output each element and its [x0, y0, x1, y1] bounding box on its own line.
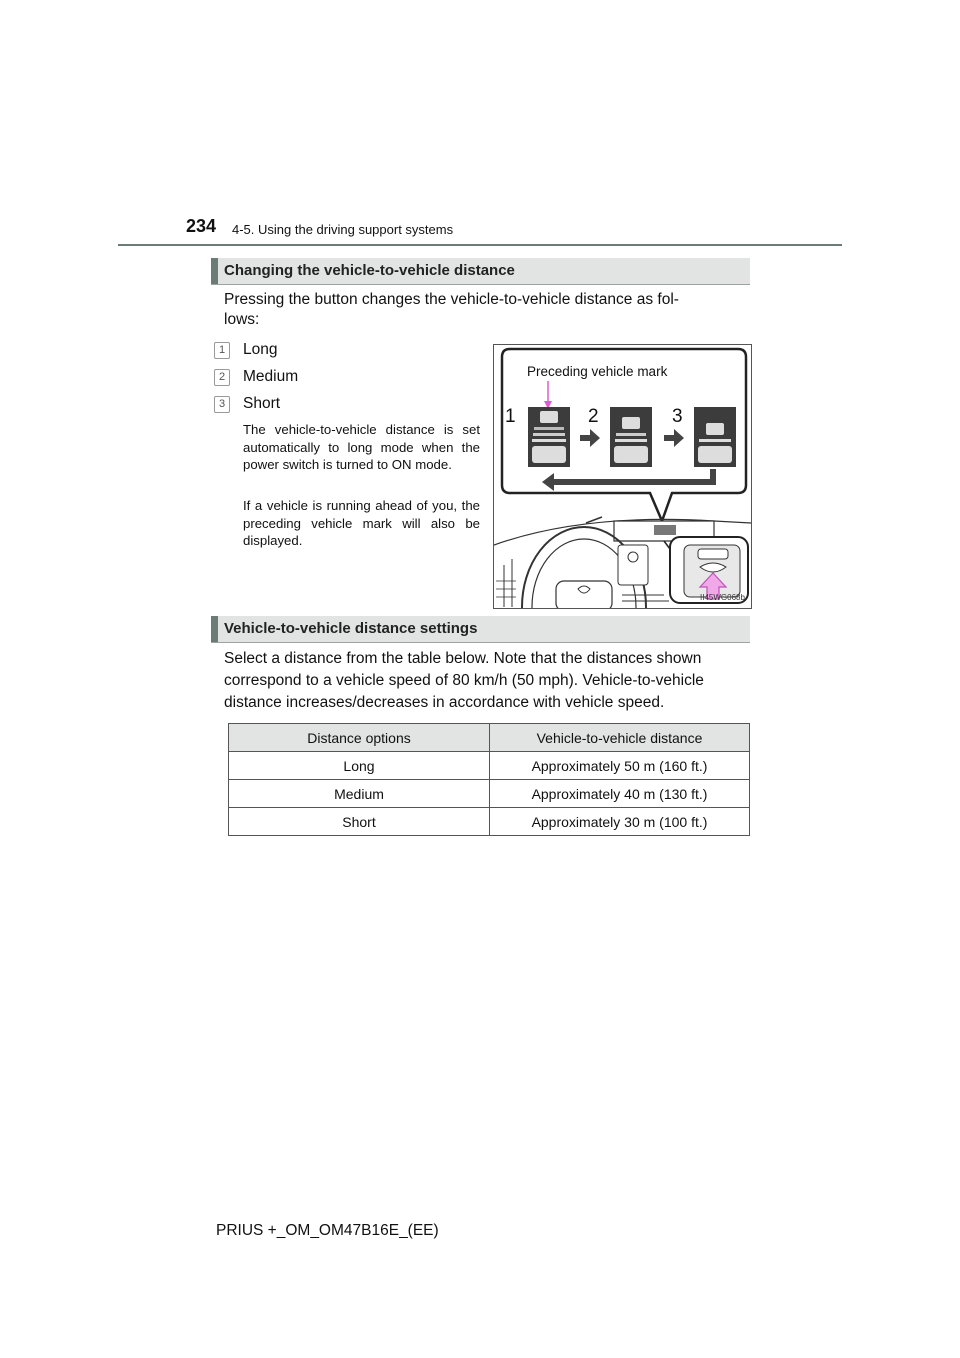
section-heading-changing-distance	[211, 258, 750, 285]
display-panel-2	[610, 407, 652, 467]
table-cell: Short	[229, 808, 490, 836]
table-row	[229, 808, 750, 836]
table-header-cell: Distance options	[229, 724, 490, 752]
section-heading-bar	[211, 258, 218, 284]
document-code: PRIUS +_OM_OM47B16E_(EE)	[216, 1222, 439, 1239]
table-cell: Approximately 50 m (160 ft.)	[490, 752, 750, 780]
table-header-cell: Vehicle-to-vehicle distance	[490, 724, 750, 752]
table-cell: Approximately 40 m (130 ft.)	[490, 780, 750, 808]
table-row	[229, 780, 750, 808]
illustration-drawing	[494, 345, 751, 608]
table-cell: Approximately 30 m (100 ft.)	[490, 808, 750, 836]
note-default-mode: The vehicle-to-vehicle distance is set automatically to long mode when the power switch is turned to ON mode.	[243, 422, 480, 472]
display-panel-3	[694, 407, 736, 467]
chapter-title: 4-5. Using the driving support systems	[232, 222, 454, 237]
step-label-3: 3	[672, 406, 683, 427]
note-preceding-vehicle: If a vehicle is running ahead of you, the preceding vehicle mark will also be displayed.	[243, 498, 480, 548]
distance-illustration	[493, 344, 752, 609]
page-number: 234	[186, 216, 217, 236]
section-heading-distance-settings	[211, 616, 750, 643]
number-marker-2: 2	[214, 369, 230, 386]
table-cell: Long	[229, 752, 490, 780]
step-label-2: 2	[588, 406, 599, 427]
section-heading-bar	[211, 616, 218, 642]
display-panel-1	[528, 407, 570, 467]
intro-text-line1: Pressing the button changes the vehicle-to-vehicle distance as fol-	[224, 291, 679, 308]
preceding-vehicle-mark-label: Preceding vehicle mark	[527, 364, 668, 379]
distance-table	[228, 723, 750, 836]
step-label-1: 1	[505, 406, 516, 427]
figure-code: II45WG068b	[700, 593, 745, 602]
section-heading-text: Changing the vehicle-to-vehicle distance	[224, 262, 515, 279]
table-header-row	[229, 724, 750, 752]
number-marker-1: 1	[214, 342, 230, 359]
intro-text-line2: lows:	[224, 311, 260, 328]
header-rule	[118, 244, 842, 246]
table-cell: Medium	[229, 780, 490, 808]
list-item-label: Long	[243, 341, 278, 358]
number-marker-3: 3	[214, 396, 230, 413]
section-heading-text: Vehicle-to-vehicle distance settings	[224, 620, 478, 637]
table-row	[229, 752, 750, 780]
list-item-label: Medium	[243, 368, 299, 385]
list-item-label: Short	[243, 395, 281, 412]
distance-settings-paragraph: Select a distance from the table below. Note that the distances shown correspond to a vehicle speed of 80 km/h (50 mph). Vehicle-to-vehicle distance increases/decreases in accordance with vehicle speed.	[224, 650, 704, 711]
